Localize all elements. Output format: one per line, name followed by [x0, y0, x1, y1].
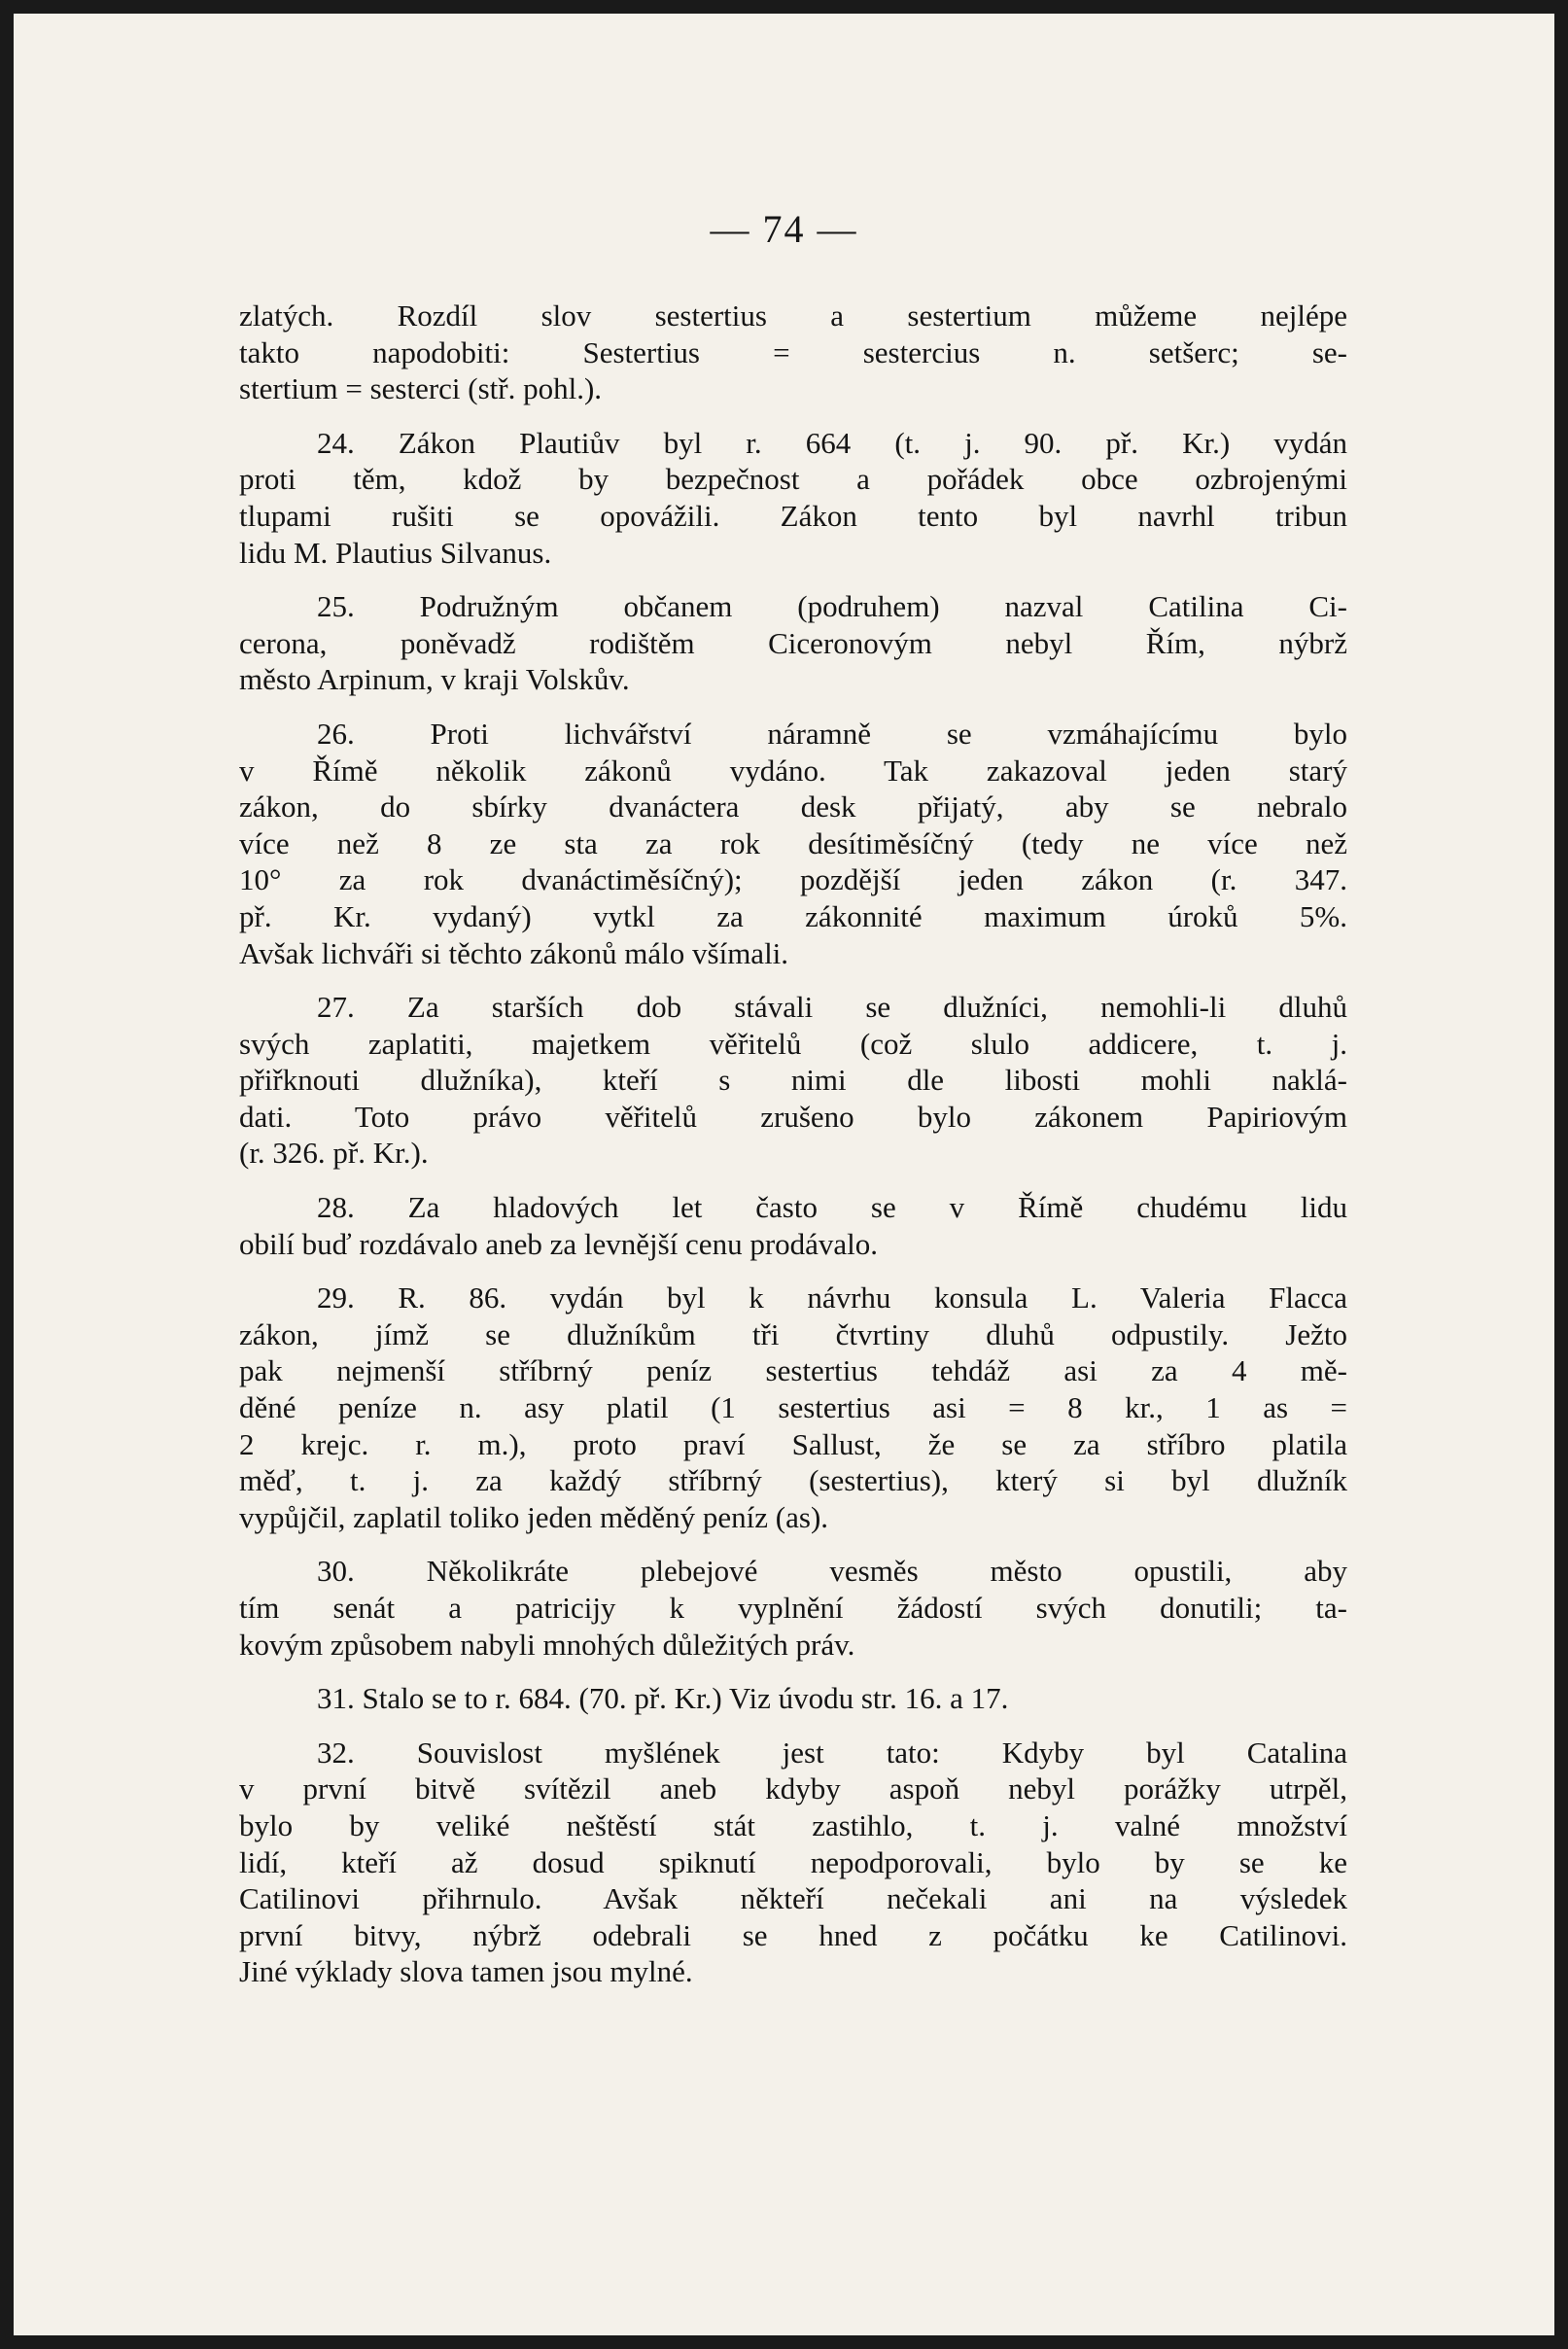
text-line: 2 krejc. r. m.), proto praví Sallust, že se za stříbro platila — [239, 1426, 1347, 1461]
text-line: takto napodobiti: Sestertius = sestercius n. setšerc; se- — [239, 334, 1347, 369]
page-number: — 74 — — [710, 207, 858, 251]
page-text — [239, 298, 1347, 2008]
text-line: zlatých. Rozdíl slov sestertius a sestertium můžeme nejlépe — [239, 298, 1347, 333]
text-line: 26. Proti lichvářství náramně se vzmáhajícímu bylo — [317, 716, 1347, 751]
text-line: pak nejmenší stříbrný peníz sestertius tehdáž asi za 4 mě- — [239, 1353, 1347, 1388]
text-line: v Římě několik zákonů vydáno. Tak zakazoval jeden starý — [239, 753, 1347, 788]
paragraph — [239, 989, 1347, 1172]
paragraph — [239, 298, 1347, 407]
text-line: děné peníze n. asy platil (1 sestertius asi = 8 kr., 1 as = — [239, 1390, 1347, 1425]
text-line: měď, t. j. za každý stříbrný (sestertius), který si byl dlužník — [239, 1463, 1347, 1498]
text-line: tlupami rušiti se opovážili. Zákon tento byl navrhl tribun — [239, 498, 1347, 533]
text-line: (r. 326. př. Kr.). — [239, 1136, 429, 1171]
text-line: město Arpinum, v kraji Volskův. — [239, 662, 630, 697]
text-line: obilí buď rozdávalo aneb za levnější cenu prodávalo. — [239, 1226, 879, 1261]
text-line: 27. Za starších dob stávali se dlužníci, nemohli-li dluhů — [317, 990, 1347, 1025]
text-line: 29. R. 86. vydán byl k návrhu konsula L. Valeria Flacca — [317, 1280, 1347, 1315]
paragraph — [239, 1189, 1347, 1262]
text-line: 28. Za hladových let často se v Římě chudému lidu — [317, 1190, 1347, 1225]
text-line: dati. Toto právo věřitelů zrušeno bylo zákonem Papiriovým — [239, 1099, 1347, 1134]
text-line: 30. Několikráte plebejové vesměs město opustili, aby — [317, 1554, 1347, 1589]
paragraph — [239, 716, 1347, 971]
text-line: 31. Stalo se to r. 684. (70. př. Kr.) Viz úvodu str. 16. a 17. — [317, 1681, 1009, 1716]
text-line: vypůjčil, zaplatil toliko jeden měděný peníz (as). — [239, 1499, 829, 1534]
text-line: lidí, kteří až dosud spiknutí nepodporovali, bylo by se ke — [239, 1844, 1347, 1879]
text-line: 10° za rok dvanáctiměsíčný); pozdější jeden zákon (r. 347. — [239, 862, 1347, 897]
text-line: cerona, poněvadž rodištěm Ciceronovým nebyl Řím, nýbrž — [239, 625, 1347, 660]
text-line: Catilinovi přihrnulo. Avšak někteří nečekali ani na výsledek — [239, 1881, 1347, 1916]
text-line: zákon, do sbírky dvanáctera desk přijatý, aby se nebralo — [239, 789, 1347, 824]
text-line: proti těm, kdož by bezpečnost a pořádek obce ozbrojenými — [239, 462, 1347, 497]
text-line: př. Kr. vydaný) vytkl za zákonnité maximum úroků 5%. — [239, 898, 1347, 933]
paragraph — [239, 588, 1347, 698]
book-page — [14, 14, 1554, 2335]
text-line: 24. Zákon Plautiův byl r. 664 (t. j. 90. př. Kr.) vydán — [317, 425, 1347, 460]
text-line: zákon, jímž se dlužníkům tři čtvrtiny dluhů odpustily. Ježto — [239, 1316, 1347, 1351]
paragraph — [239, 1735, 1347, 1990]
text-line: svých zaplatiti, majetkem věřitelů (což slulo addicere, t. j. — [239, 1026, 1347, 1061]
text-line: lidu M. Plautius Silvanus. — [239, 535, 552, 570]
text-line: bylo by veliké neštěstí stát zastihlo, t. j. valné množství — [239, 1807, 1347, 1842]
paragraph — [239, 1680, 1347, 1717]
text-line: 32. Souvislost myšlének jest tato: Kdyby byl Catalina — [317, 1735, 1347, 1770]
text-line: stertium = sesterci (stř. pohl.). — [239, 371, 603, 406]
text-line: první bitvy, nýbrž odebrali se hned z počátku ke Catilinovi. — [239, 1917, 1347, 1952]
paragraph — [239, 1280, 1347, 1535]
paragraph — [239, 1553, 1347, 1663]
text-line: tím senát a patricijy k vyplnění žádostí svých donutili; ta- — [239, 1591, 1347, 1625]
text-line: Avšak lichváři si těchto zákonů málo všímali. — [239, 935, 789, 970]
text-line: kovým způsobem nabyli mnohých důležitých práv. — [239, 1627, 855, 1662]
text-line: více než 8 ze sta za rok desítiměsíčný (tedy ne více než — [239, 825, 1347, 860]
text-line: přiřknouti dlužníka), kteří s nimi dle libosti mohli naklá- — [239, 1063, 1347, 1098]
text-line: Jiné výklady slova tamen jsou mylné. — [239, 1954, 693, 1989]
text-line: 25. Podružným občanem (podruhem) nazval Catilina Ci- — [317, 589, 1347, 624]
paragraph — [239, 425, 1347, 571]
text-line: v první bitvě svítězil aneb kdyby aspoň nebyl porážky utrpěl, — [239, 1771, 1347, 1806]
